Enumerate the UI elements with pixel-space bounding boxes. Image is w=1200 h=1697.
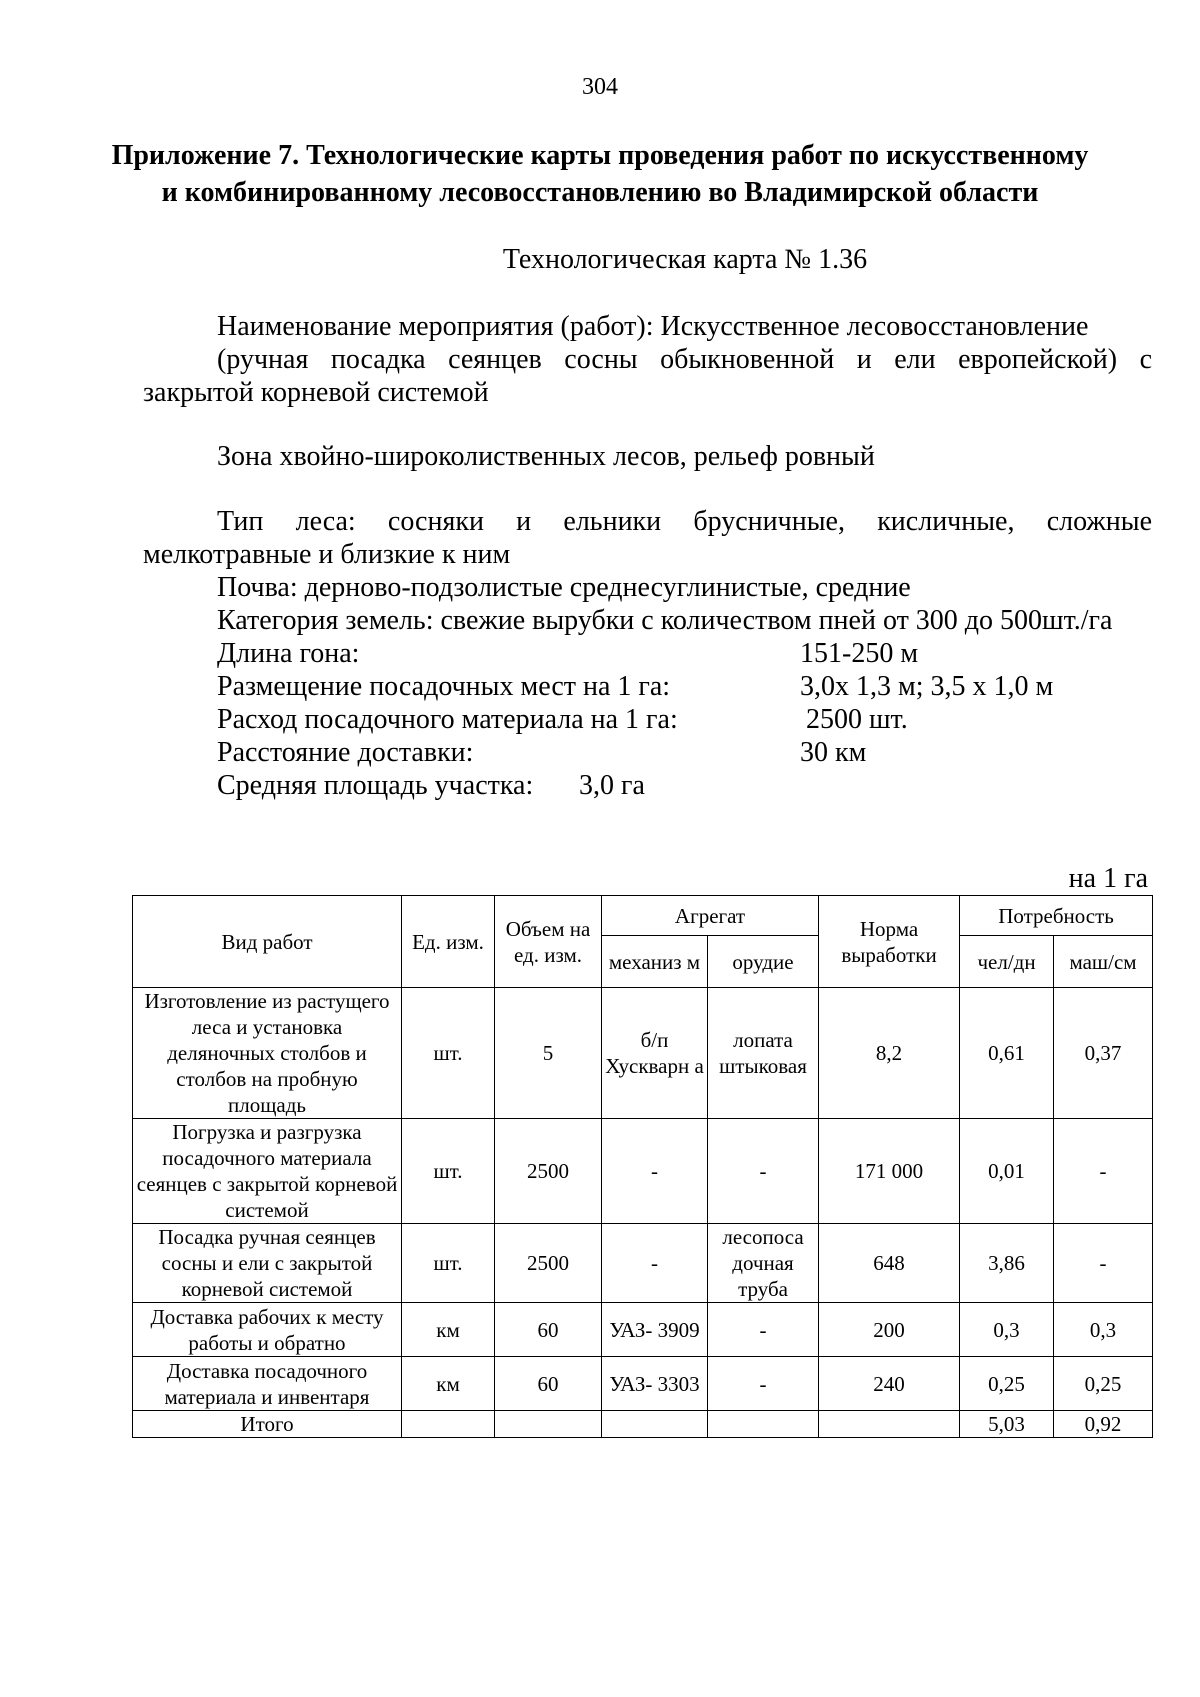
header-machine-shifts: маш/см — [1054, 936, 1153, 988]
cell-man-days: 0,3 — [960, 1303, 1054, 1357]
area-value: 3,0 га — [579, 770, 645, 801]
run-length-label: Длина гона: — [217, 638, 360, 669]
cell-unit: шт. — [402, 1119, 495, 1224]
cell-mechanism: - — [602, 1119, 708, 1224]
table-total-row — [133, 1411, 1153, 1438]
distance-label: Расстояние доставки: — [217, 737, 474, 768]
cell-machine-shifts: - — [1054, 1224, 1153, 1303]
cell-work: Изготовление из растущего леса и установка деляночных столбов и столбов на пробную площадь — [133, 988, 402, 1119]
run-length-value: 151-250 м — [800, 638, 919, 669]
cell-unit: шт. — [402, 1224, 495, 1303]
cell-norm: 200 — [819, 1303, 960, 1357]
cell-mechanism: б/п Хускварн а — [602, 988, 708, 1119]
cell-machine-shifts: 0,37 — [1054, 988, 1153, 1119]
header-aggregate: Агрегат — [602, 896, 819, 936]
table-row — [133, 1357, 1153, 1411]
placement-value: 3,0х 1,3 м; 3,5 х 1,0 м — [800, 671, 1054, 702]
cell-tool: - — [708, 1303, 819, 1357]
cell-machine-shifts: - — [1054, 1119, 1153, 1224]
cell-man-days: 0,01 — [960, 1119, 1054, 1224]
soil-text: Почва: дерново-подзолистые среднесуглинистые, средние — [217, 572, 911, 603]
cell-work: Погрузка и разгрузка посадочного материала сеянцев с закрытой корневой системой — [133, 1119, 402, 1224]
unit-note: на 1 га — [1068, 863, 1148, 894]
total-empty-norm — [819, 1411, 960, 1438]
header-volume: Объем на ед. изм. — [495, 896, 602, 988]
activity-line-2: (ручная посадка сеянцев сосны обыкновенной и ели европейской) с — [217, 344, 1152, 375]
total-machine-shifts: 0,92 — [1054, 1411, 1153, 1438]
header-tool: орудие — [708, 936, 819, 988]
table-row — [133, 1119, 1153, 1224]
cell-norm: 648 — [819, 1224, 960, 1303]
total-empty-tool — [708, 1411, 819, 1438]
cell-machine-shifts: 0,3 — [1054, 1303, 1153, 1357]
activity-line-1: Наименование мероприятия (работ): Искусственное лесовосстановление — [217, 311, 1089, 342]
consumption-value: 2500 шт. — [806, 704, 908, 735]
cell-machine-shifts: 0,25 — [1054, 1357, 1153, 1411]
cell-unit: шт. — [402, 988, 495, 1119]
cell-man-days: 3,86 — [960, 1224, 1054, 1303]
cell-man-days: 0,61 — [960, 988, 1054, 1119]
cell-volume: 60 — [495, 1357, 602, 1411]
cell-volume: 2500 — [495, 1119, 602, 1224]
header-man-days: чел/дн — [960, 936, 1054, 988]
header-need: Потребность — [960, 896, 1153, 936]
cell-unit: км — [402, 1357, 495, 1411]
cell-tool: - — [708, 1357, 819, 1411]
total-man-days: 5,03 — [960, 1411, 1054, 1438]
total-empty-unit — [402, 1411, 495, 1438]
cell-tool: - — [708, 1119, 819, 1224]
card-number: Технологическая карта № 1.36 — [502, 244, 868, 275]
cell-volume: 2500 — [495, 1224, 602, 1303]
cell-norm: 8,2 — [819, 988, 960, 1119]
cell-tool: лопата штыковая — [708, 988, 819, 1119]
table-row — [133, 1303, 1153, 1357]
cell-mechanism: УАЗ- 3303 — [602, 1357, 708, 1411]
cell-mechanism: УАЗ- 3909 — [602, 1303, 708, 1357]
work-table — [132, 895, 1153, 1438]
cell-work: Доставка посадочного материала и инвентаря — [133, 1357, 402, 1411]
appendix-title-line-2: и комбинированному лесовосстановлению во Владимирской области — [161, 177, 1039, 208]
table-row — [133, 1224, 1153, 1303]
cell-work: Доставка рабочих к месту работы и обратно — [133, 1303, 402, 1357]
cell-norm: 171 000 — [819, 1119, 960, 1224]
land-category-text: Категория земель: свежие вырубки с количеством пней от 300 до 500шт./га — [217, 605, 1113, 636]
appendix-title-line-1: Приложение 7. Технологические карты проведения работ по искусственному — [111, 140, 1089, 171]
forest-type-line-2: мелкотравные и близкие к ним — [143, 539, 511, 570]
page-number: 304 — [582, 74, 618, 100]
cell-volume: 5 — [495, 988, 602, 1119]
header-mechanism: механиз м — [602, 936, 708, 988]
table-row — [133, 988, 1153, 1119]
cell-mechanism: - — [602, 1224, 708, 1303]
header-norm: Норма выработки — [819, 896, 960, 988]
activity-line-3: закрытой корневой системой — [143, 377, 489, 408]
header-work: Вид работ — [133, 896, 402, 988]
cell-unit: км — [402, 1303, 495, 1357]
placement-label: Размещение посадочных мест на 1 га: — [217, 671, 671, 702]
distance-value: 30 км — [800, 737, 867, 768]
cell-man-days: 0,25 — [960, 1357, 1054, 1411]
total-empty-mechanism — [602, 1411, 708, 1438]
total-empty-volume — [495, 1411, 602, 1438]
zone-text: Зона хвойно-широколиственных лесов, рельеф ровный — [217, 441, 875, 472]
header-unit: Ед. изм. — [402, 896, 495, 988]
cell-norm: 240 — [819, 1357, 960, 1411]
forest-type-line-1: Тип леса: сосняки и ельники брусничные, кисличные, сложные — [217, 506, 1152, 537]
cell-work: Посадка ручная сеянцев сосны и ели с закрытой корневой системой — [133, 1224, 402, 1303]
cell-tool: лесопоса дочная труба — [708, 1224, 819, 1303]
total-label: Итого — [133, 1411, 402, 1438]
area-label: Средняя площадь участка: — [217, 770, 534, 801]
cell-volume: 60 — [495, 1303, 602, 1357]
consumption-label: Расход посадочного материала на 1 га: — [217, 704, 678, 735]
